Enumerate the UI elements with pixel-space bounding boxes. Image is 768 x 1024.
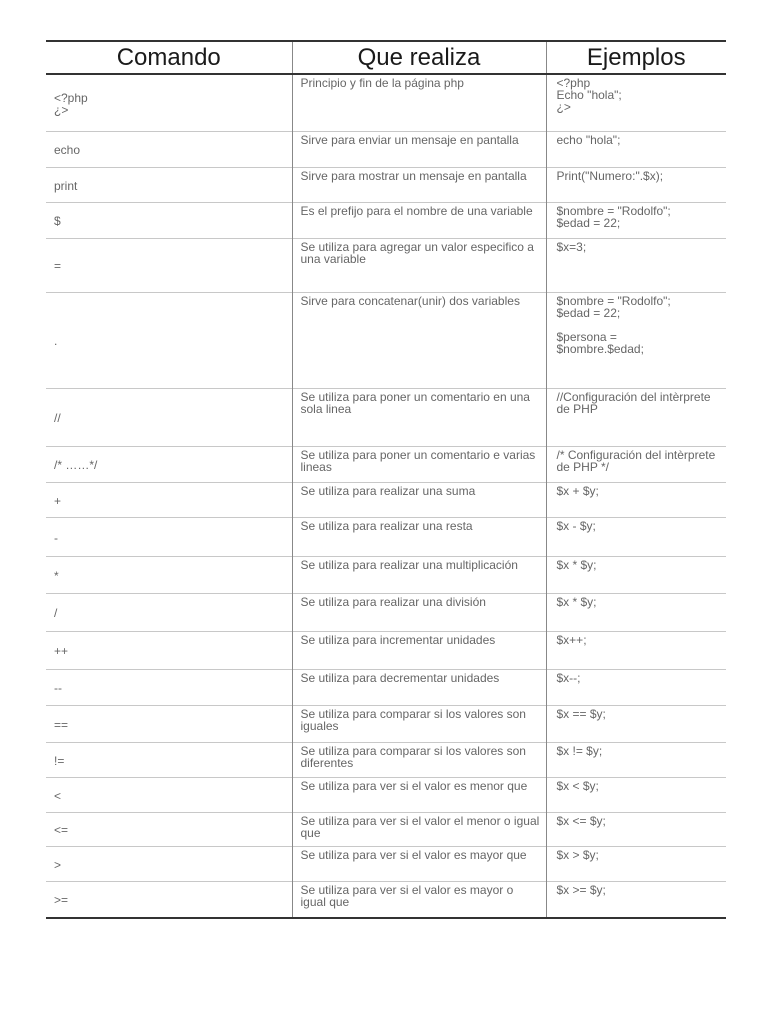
description-cell: Se utiliza para ver si el valor es mayor o igual que (292, 881, 546, 918)
description-cell: Se utiliza para decrementar unidades (292, 669, 546, 705)
table-row (46, 742, 726, 777)
command-cell: + (46, 482, 292, 517)
example-cell: echo "hola"; (546, 131, 726, 167)
description-cell: Se utiliza para ver si el valor es menor que (292, 777, 546, 812)
description-cell: Principio y fin de la página php (292, 74, 546, 131)
example-cell: $x != $y; (546, 742, 726, 777)
command-cell: /* ……*/ (46, 446, 292, 482)
command-cell: - (46, 517, 292, 556)
table-row (46, 292, 726, 388)
table-row (46, 556, 726, 593)
example-cell: $nombre = "Rodolfo"; $edad = 22; (546, 202, 726, 238)
table-row (46, 238, 726, 292)
description-cell: Sirve para concatenar(unir) dos variables (292, 292, 546, 388)
table-row (46, 202, 726, 238)
command-cell: != (46, 742, 292, 777)
table-row (46, 517, 726, 556)
command-cell: echo (46, 131, 292, 167)
description-cell: Se utiliza para comparar si los valores son diferentes (292, 742, 546, 777)
example-cell: $x == $y; (546, 705, 726, 742)
description-cell: Se utiliza para realizar una resta (292, 517, 546, 556)
example-cell: $nombre = "Rodolfo"; $edad = 22; $persona = $nombre.$edad; (546, 292, 726, 388)
header-row (46, 41, 726, 74)
description-cell: Se utiliza para poner un comentario e varias lineas (292, 446, 546, 482)
description-cell: Se utiliza para realizar una división (292, 593, 546, 631)
example-cell: $x=3; (546, 238, 726, 292)
example-cell: $x--; (546, 669, 726, 705)
command-cell: -- (46, 669, 292, 705)
table-row (46, 812, 726, 846)
example-cell: <?php Echo "hola"; ¿> (546, 74, 726, 131)
command-cell: // (46, 388, 292, 446)
description-cell: Se utiliza para comparar si los valores son iguales (292, 705, 546, 742)
command-cell: . (46, 292, 292, 388)
example-cell: $x <= $y; (546, 812, 726, 846)
command-cell: ++ (46, 631, 292, 669)
example-cell: $x + $y; (546, 482, 726, 517)
table-row (46, 74, 726, 131)
table-row (46, 631, 726, 669)
example-cell: /* Configuración del intèrprete de PHP */ (546, 446, 726, 482)
description-cell: Se utiliza para realizar una suma (292, 482, 546, 517)
description-cell: Se utiliza para incrementar unidades (292, 631, 546, 669)
table-row (46, 388, 726, 446)
example-cell: $x++; (546, 631, 726, 669)
description-cell: Es el prefijo para el nombre de una variable (292, 202, 546, 238)
header-ejemplos: Ejemplos (546, 41, 726, 74)
example-cell: Print("Numero:".$x); (546, 167, 726, 202)
table-row (46, 593, 726, 631)
example-cell: $x < $y; (546, 777, 726, 812)
table-row (46, 705, 726, 742)
table-row (46, 669, 726, 705)
table-row (46, 482, 726, 517)
command-cell: print (46, 167, 292, 202)
description-cell: Se utiliza para ver si el valor es mayor que (292, 846, 546, 881)
command-cell: / (46, 593, 292, 631)
command-cell: < (46, 777, 292, 812)
command-cell: = (46, 238, 292, 292)
example-cell: $x - $y; (546, 517, 726, 556)
description-cell: Se utiliza para poner un comentario en una sola linea (292, 388, 546, 446)
command-cell: * (46, 556, 292, 593)
description-cell: Sirve para enviar un mensaje en pantalla (292, 131, 546, 167)
example-cell: $x * $y; (546, 556, 726, 593)
table-row (46, 131, 726, 167)
description-cell: Se utiliza para agregar un valor especifico a una variable (292, 238, 546, 292)
header-comando: Comando (46, 41, 292, 74)
table-row (46, 446, 726, 482)
description-cell: Se utiliza para ver si el valor el menor o igual que (292, 812, 546, 846)
table-row (46, 167, 726, 202)
php-commands-table (46, 40, 726, 919)
table-row (46, 846, 726, 881)
example-cell: $x * $y; (546, 593, 726, 631)
description-cell: Se utiliza para realizar una multiplicación (292, 556, 546, 593)
example-cell: //Configuración del intèrprete de PHP (546, 388, 726, 446)
command-cell: == (46, 705, 292, 742)
example-cell: $x > $y; (546, 846, 726, 881)
command-cell: <?php ¿> (46, 74, 292, 131)
command-cell: <= (46, 812, 292, 846)
command-cell: > (46, 846, 292, 881)
command-cell: >= (46, 881, 292, 918)
example-cell: $x >= $y; (546, 881, 726, 918)
table-row (46, 777, 726, 812)
table-row (46, 881, 726, 918)
header-que-realiza: Que realiza (292, 41, 546, 74)
description-cell: Sirve para mostrar un mensaje en pantalla (292, 167, 546, 202)
command-cell: $ (46, 202, 292, 238)
